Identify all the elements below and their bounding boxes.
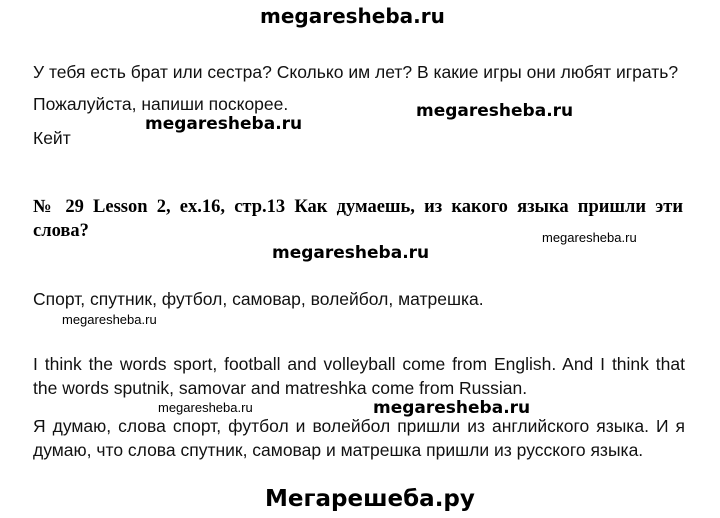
watermark-center: megaresheba.ru xyxy=(272,243,430,263)
watermark-mid-right: megaresheba.ru xyxy=(373,398,531,418)
exercise-heading: № 29 Lesson 2, ex.16, стр.13 Как думаешь, из какого языка пришли эти слова? xyxy=(33,197,683,241)
watermark-left-1: megaresheba.ru xyxy=(145,114,303,134)
footer-brand: Мегарешеба.ру xyxy=(265,486,475,512)
watermark-small-right: megaresheba.ru xyxy=(542,230,637,245)
answer-english: I think the words sport, football and volleyball come from English. And I think that the words sputnik, samovar and matreshka come from Russian. xyxy=(33,354,685,398)
letter-line-2: Пожалуйста, напиши поскорее. xyxy=(33,94,289,114)
watermark-small-left-2: megaresheba.ru xyxy=(158,400,253,415)
letter-line-1: У тебя есть брат или сестра? Сколько им лет? В какие игры они любят играть? xyxy=(33,62,679,82)
watermark-right-1: megaresheba.ru xyxy=(416,101,574,121)
answer-russian: Я думаю, слова спорт, футбол и волейбол пришли из английского языка. И я думаю, что слова спутник, самовар и матрешка пришли из русского языка. xyxy=(33,416,685,460)
watermark-small-left-1: megaresheba.ru xyxy=(62,312,157,327)
letter-signature: Кейт xyxy=(33,128,71,148)
watermark-top: megaresheba.ru xyxy=(260,4,445,28)
exercise-words: Спорт, спутник, футбол, самовар, волейбол, матрешка. xyxy=(33,289,484,309)
